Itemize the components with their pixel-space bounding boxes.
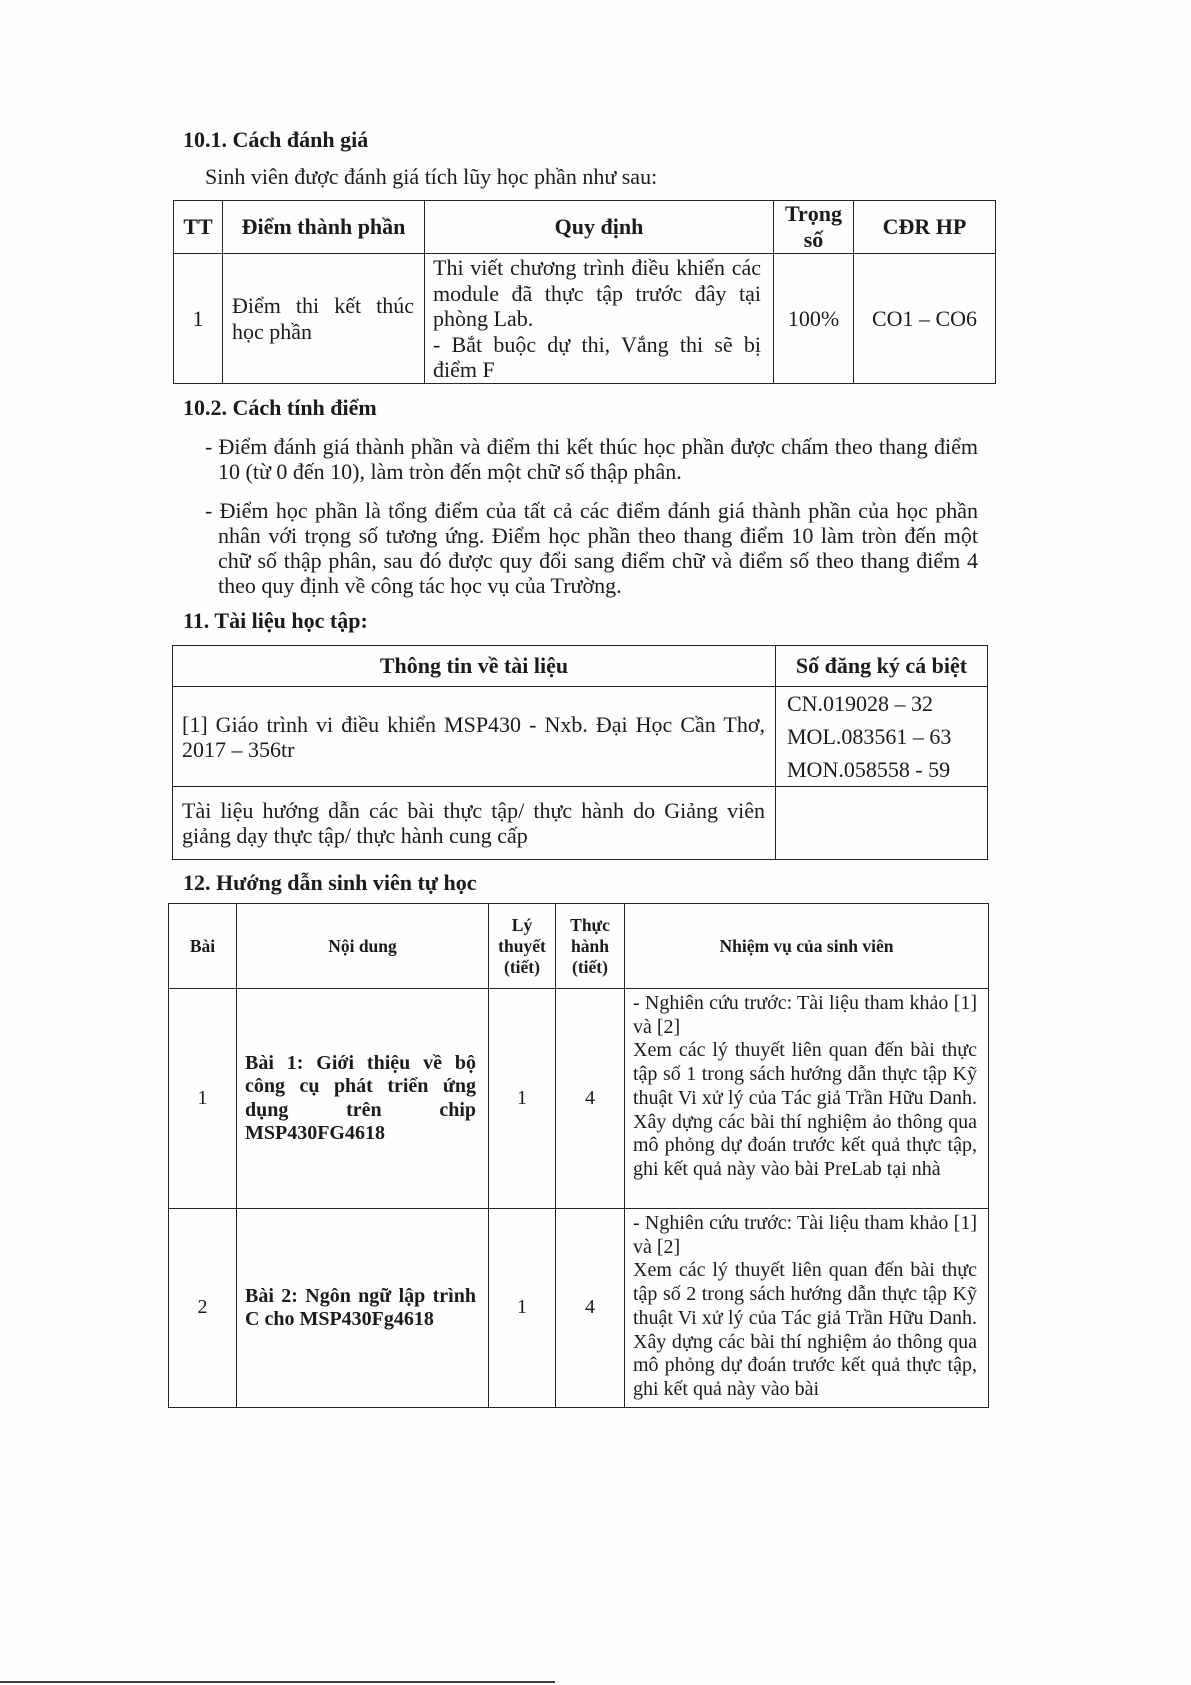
theory-hours: 1 — [489, 1209, 556, 1408]
theory-hours: 1 — [489, 989, 556, 1209]
lesson-number: 2 — [169, 1209, 237, 1408]
section-heading-grading: 10.2. Cách tính điểm — [183, 395, 377, 420]
table-row — [169, 989, 989, 1209]
header-tt: TT — [174, 201, 223, 254]
student-tasks-cell — [625, 1209, 989, 1408]
materials-table — [172, 645, 988, 860]
header-material-info: Thông tin về tài liệu — [173, 646, 776, 687]
rule-note: - Bắt buộc dự thi, Vắng thi sẽ bị điểm F — [433, 331, 761, 383]
table-row — [174, 254, 996, 384]
header-student-tasks: Nhiệm vụ của sinh viên — [625, 904, 989, 989]
assessment-intro: Sinh viên được đánh giá tích lũy học phần như sau: — [205, 164, 658, 189]
header-theory-hours: Lý thuyết (tiết) — [489, 904, 556, 989]
practice-hours: 4 — [556, 1209, 625, 1408]
material-info-cell: [1] Giáo trình vi điều khiển MSP430 - Nxb. Đại Học Cần Thơ, 2017 – 356tr — [173, 687, 776, 787]
task-description: Xem các lý thuyết liên quan đến bài thực tập số 1 trong sách hướng dẫn thực tập Kỹ thuật Vi xử lý của Tác giả Trần Hữu Danh. Xây dựng các bài thí nghiệm ảo thông qua mô phỏng dự đoán trước kết quả thực tập, ghi kết quả này vào bài PreLab tại nhà — [633, 1039, 977, 1180]
material-info-cell: Tài liệu hướng dẫn các bài thực tập/ thực hành do Giảng viên giảng dạy thực tập/ thực hành cung cấp — [173, 787, 776, 860]
header-registration-number: Số đăng ký cá biệt — [776, 646, 988, 687]
section-heading-self-study: 12. Hướng dẫn sinh viên tự học — [183, 870, 477, 895]
registration-number: CN.019028 – 32 — [787, 691, 934, 716]
table-header-row — [169, 904, 989, 989]
rule-cell — [425, 254, 774, 384]
lesson-number: 1 — [169, 989, 237, 1209]
header-weight: Trọng số — [774, 201, 854, 254]
registration-number: MON.058558 - 59 — [787, 757, 951, 782]
table-row — [173, 787, 988, 860]
self-study-table — [168, 903, 989, 1408]
lesson-content: Bài 2: Ngôn ngữ lập trình C cho MSP430Fg4618 — [237, 1209, 489, 1408]
table-row — [169, 1209, 989, 1408]
scan-edge-line — [0, 1681, 555, 1683]
header-component: Điểm thành phần — [223, 201, 425, 254]
header-rule: Quy định — [425, 201, 774, 254]
header-lesson: Bài — [169, 904, 237, 989]
weight-cell: 100% — [774, 254, 854, 384]
list-item: - Điểm học phần là tổng điểm của tất cả các điểm đánh giá thành phần của học phần nhân với trọng số tương ứng. Điểm học phần theo thang điểm 10 làm tròn đến một chữ số thập phân, sau đó được quy đổi sang điểm chữ và điểm số theo thang điểm 4 theo quy định về công tác học vụ của Trường. — [205, 498, 978, 598]
registration-number: MOL.083561 – 63 — [787, 724, 952, 749]
header-outcomes: CĐR HP — [854, 201, 996, 254]
registration-numbers-cell — [776, 687, 988, 787]
table-header-row — [174, 201, 996, 254]
list-item: - Điểm đánh giá thành phần và điểm thi kết thúc học phần được chấm theo thang điểm 10 (từ 0 đến 10), làm tròn đến một chữ số thập phân. — [205, 434, 978, 484]
assessment-table — [173, 200, 996, 384]
component-cell: Điểm thi kết thúc học phần — [223, 254, 425, 384]
task-prestudy: - Nghiên cứu trước: Tài liệu tham khảo [1] và [2] — [633, 992, 977, 1038]
section-heading-assessment: 10.1. Cách đánh giá — [183, 127, 369, 152]
header-content: Nội dung — [237, 904, 489, 989]
student-tasks-cell — [625, 989, 989, 1209]
header-practice-hours: Thực hành (tiết) — [556, 904, 625, 989]
section-heading-materials: 11. Tài liệu học tập: — [183, 608, 368, 633]
grading-list — [205, 434, 978, 598]
registration-numbers-cell — [776, 787, 988, 860]
lesson-content: Bài 1: Giới thiệu về bộ công cụ phát triển ứng dụng trên chip MSP430FG4618 — [237, 989, 489, 1209]
outcomes-cell: CO1 – CO6 — [854, 254, 996, 384]
table-header-row — [173, 646, 988, 687]
task-prestudy: - Nghiên cứu trước: Tài liệu tham khảo [1] và [2] — [633, 1212, 977, 1258]
rule-text: Thi viết chương trình điều khiển các module đã thực tập trước đây tại phòng Lab. — [433, 255, 761, 332]
table-row — [173, 687, 988, 787]
row-number: 1 — [174, 254, 223, 384]
task-description: Xem các lý thuyết liên quan đến bài thực tập số 2 trong sách hướng dẫn thực tập Kỹ thuật Vi xử lý của Tác giả Trần Hữu Danh. Xây dựng các bài thí nghiệm ảo thông qua mô phỏng dự đoán trước kết quả thực tập, ghi kết quả này vào bài — [633, 1259, 977, 1400]
practice-hours: 4 — [556, 989, 625, 1209]
